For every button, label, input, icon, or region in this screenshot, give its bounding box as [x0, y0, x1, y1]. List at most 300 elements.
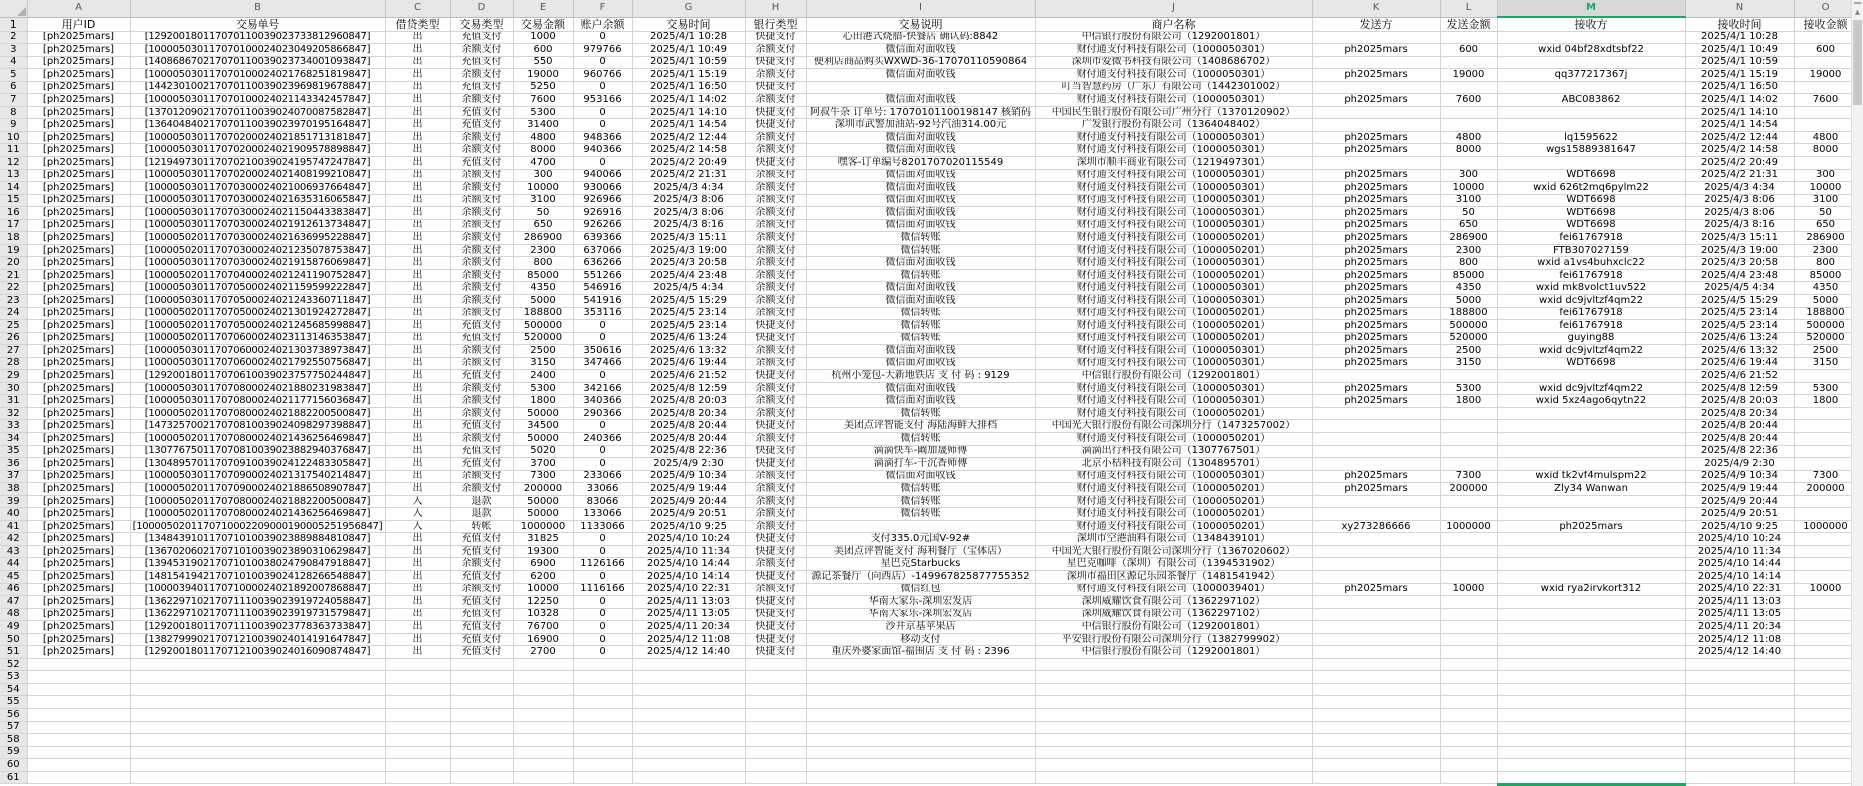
cell-D28[interactable]: 余额支付	[450, 357, 513, 370]
header-F[interactable]: 账户余额	[573, 17, 632, 31]
cell-B5[interactable]: [100005030117070100024021768251819847]	[130, 69, 385, 82]
cell-O42[interactable]	[1794, 533, 1857, 546]
cell-M42[interactable]	[1497, 533, 1685, 546]
row-number-17[interactable]: 17	[0, 219, 27, 232]
cell-G12[interactable]: 2025/4/2 20:49	[632, 156, 745, 169]
cell-L26[interactable]: 520000	[1440, 332, 1497, 345]
cell-C10[interactable]: 出	[385, 131, 450, 144]
cell-M31[interactable]: wxid 5xz4ago6qytn22	[1497, 395, 1685, 408]
cell-L31[interactable]: 1800	[1440, 395, 1497, 408]
cell-M24[interactable]: fei61767918	[1497, 307, 1685, 320]
cell-E51[interactable]: 2700	[513, 646, 573, 659]
header-M[interactable]: 接收方	[1497, 17, 1685, 31]
cell-J10[interactable]: 财付通支付科技有限公司（1000050301）	[1035, 131, 1312, 144]
cell-K39[interactable]	[1312, 495, 1440, 508]
cell-L25[interactable]: 500000	[1440, 320, 1497, 333]
cell-L29[interactable]	[1440, 370, 1497, 383]
cell-O50[interactable]	[1794, 633, 1857, 646]
cell-G49[interactable]: 2025/4/11 20:34	[632, 621, 745, 634]
cell-D31[interactable]: 余额支付	[450, 395, 513, 408]
cell-F18[interactable]: 639366	[573, 232, 632, 245]
cell-J29[interactable]: 中信银行股份有限公司（1292001801）	[1035, 370, 1312, 383]
row-number-7[interactable]: 7	[0, 94, 27, 107]
cell-C51[interactable]: 出	[385, 646, 450, 659]
cell-L37[interactable]: 7300	[1440, 470, 1497, 483]
cell-A18[interactable]: [ph2025mars]	[27, 232, 130, 245]
cell-G38[interactable]: 2025/4/9 19:44	[632, 483, 745, 496]
scrollbar-split-handle[interactable]	[1854, 2, 1861, 4]
cell-B13[interactable]: [100005030117070200024021408199210847]	[130, 169, 385, 182]
cell-H40[interactable]: 余额支付	[745, 508, 806, 521]
cell-B43[interactable]: [136702060217071010039023890310629847]	[130, 545, 385, 558]
cell-C40[interactable]: 入	[385, 508, 450, 521]
cell-F60[interactable]	[573, 759, 632, 772]
cell-D10[interactable]: 余额支付	[450, 131, 513, 144]
cell-F33[interactable]: 0	[573, 420, 632, 433]
cell-H6[interactable]: 快捷支付	[745, 81, 806, 94]
cell-E29[interactable]: 2400	[513, 370, 573, 383]
cell-M44[interactable]	[1497, 558, 1685, 571]
cell-K25[interactable]: ph2025mars	[1312, 320, 1440, 333]
cell-I51[interactable]: 重庆外婆家面馆-福围店 支 付 码 : 2396	[806, 646, 1035, 659]
cell-N36[interactable]: 2025/4/9 2:30	[1685, 458, 1794, 471]
cell-I35[interactable]: 滴滴快车-阚加晟师傅	[806, 445, 1035, 458]
cell-G57[interactable]	[632, 721, 745, 734]
cell-I16[interactable]: 微信面对面收钱	[806, 207, 1035, 220]
cell-E2[interactable]: 1000	[513, 31, 573, 44]
cell-I61[interactable]	[806, 771, 1035, 784]
cell-M12[interactable]	[1497, 156, 1685, 169]
cell-O7[interactable]: 7600	[1794, 94, 1857, 107]
row-number-15[interactable]: 15	[0, 194, 27, 207]
cell-N4[interactable]: 2025/4/1 10:59	[1685, 56, 1794, 69]
cell-C35[interactable]: 出	[385, 445, 450, 458]
cell-O60[interactable]	[1794, 759, 1857, 772]
cell-G8[interactable]: 2025/4/1 14:10	[632, 106, 745, 119]
cell-A56[interactable]	[27, 709, 130, 722]
row-number-23[interactable]: 23	[0, 294, 27, 307]
cell-M54[interactable]	[1497, 683, 1685, 696]
cell-J57[interactable]	[1035, 721, 1312, 734]
cell-M20[interactable]: wxid a1vs4buhxclc22	[1497, 257, 1685, 270]
cell-N16[interactable]: 2025/4/3 8:06	[1685, 207, 1794, 220]
cell-E58[interactable]	[513, 734, 573, 747]
row-number-47[interactable]: 47	[0, 596, 27, 609]
cell-D7[interactable]: 余额支付	[450, 94, 513, 107]
cell-H4[interactable]: 快捷支付	[745, 56, 806, 69]
cell-B42[interactable]: [134843910117071010039023889884810847]	[130, 533, 385, 546]
cell-E39[interactable]: 50000	[513, 495, 573, 508]
cell-A19[interactable]: [ph2025mars]	[27, 244, 130, 257]
cell-K20[interactable]: ph2025mars	[1312, 257, 1440, 270]
cell-N33[interactable]: 2025/4/8 20:44	[1685, 420, 1794, 433]
cell-C41[interactable]: 入	[385, 520, 450, 533]
cell-J13[interactable]: 财付通支付科技有限公司（1000050301）	[1035, 169, 1312, 182]
cell-A22[interactable]: [ph2025mars]	[27, 282, 130, 295]
cell-D45[interactable]: 充值支付	[450, 571, 513, 584]
header-B[interactable]: 交易单号	[130, 17, 385, 31]
cell-O31[interactable]: 1800	[1794, 395, 1857, 408]
cell-M36[interactable]	[1497, 458, 1685, 471]
cell-E11[interactable]: 8000	[513, 144, 573, 157]
cell-N3[interactable]: 2025/4/1 10:49	[1685, 44, 1794, 57]
cell-H60[interactable]	[745, 759, 806, 772]
cell-J43[interactable]: 中国光大银行股份有限公司深圳分行（1367020602）	[1035, 545, 1312, 558]
cell-M33[interactable]	[1497, 420, 1685, 433]
cell-H33[interactable]: 快捷支付	[745, 420, 806, 433]
cell-E40[interactable]: 50000	[513, 508, 573, 521]
cell-G25[interactable]: 2025/4/5 23:14	[632, 320, 745, 333]
cell-B33[interactable]: [147325700217070810039024098297398847]	[130, 420, 385, 433]
cell-N42[interactable]: 2025/4/10 10:24	[1685, 533, 1794, 546]
cell-H28[interactable]: 余额支付	[745, 357, 806, 370]
cell-J36[interactable]: 北京小桔科技有限公司（1304895701）	[1035, 458, 1312, 471]
cell-K26[interactable]: ph2025mars	[1312, 332, 1440, 345]
row-number-13[interactable]: 13	[0, 169, 27, 182]
cell-I13[interactable]: 微信面对面收钱	[806, 169, 1035, 182]
cell-I15[interactable]: 微信面对面收钱	[806, 194, 1035, 207]
cell-O25[interactable]: 500000	[1794, 320, 1857, 333]
cell-E37[interactable]: 7300	[513, 470, 573, 483]
cell-G60[interactable]	[632, 759, 745, 772]
cell-E46[interactable]: 10000	[513, 583, 573, 596]
cell-E59[interactable]	[513, 746, 573, 759]
cell-M40[interactable]	[1497, 508, 1685, 521]
cell-I12[interactable]: 嘿客-订单编号8201707020115549	[806, 156, 1035, 169]
cell-M2[interactable]	[1497, 31, 1685, 44]
cell-G16[interactable]: 2025/4/3 8:06	[632, 207, 745, 220]
cell-M50[interactable]	[1497, 633, 1685, 646]
cell-L43[interactable]	[1440, 545, 1497, 558]
cell-B58[interactable]	[130, 734, 385, 747]
cell-C32[interactable]: 出	[385, 407, 450, 420]
cell-K36[interactable]	[1312, 458, 1440, 471]
cell-C33[interactable]: 出	[385, 420, 450, 433]
cell-K37[interactable]: ph2025mars	[1312, 470, 1440, 483]
row-number-28[interactable]: 28	[0, 357, 27, 370]
cell-A32[interactable]: [ph2025mars]	[27, 407, 130, 420]
cell-A46[interactable]: [ph2025mars]	[27, 583, 130, 596]
cell-H43[interactable]: 快捷支付	[745, 545, 806, 558]
cell-H2[interactable]: 快捷支付	[745, 31, 806, 44]
cell-O41[interactable]: 1000000	[1794, 520, 1857, 533]
cell-I40[interactable]: 微信转账	[806, 508, 1035, 521]
cell-L14[interactable]: 10000	[1440, 182, 1497, 195]
column-letter-D[interactable]: D	[450, 0, 513, 17]
cell-K48[interactable]	[1312, 608, 1440, 621]
cell-I59[interactable]	[806, 746, 1035, 759]
cell-E35[interactable]: 5020	[513, 445, 573, 458]
cell-O9[interactable]	[1794, 119, 1857, 132]
cell-D49[interactable]: 充值支付	[450, 621, 513, 634]
cell-O12[interactable]	[1794, 156, 1857, 169]
cell-G13[interactable]: 2025/4/2 21:31	[632, 169, 745, 182]
cell-G4[interactable]: 2025/4/1 10:59	[632, 56, 745, 69]
cell-B60[interactable]	[130, 759, 385, 772]
cell-D56[interactable]	[450, 709, 513, 722]
cell-C30[interactable]: 出	[385, 382, 450, 395]
cell-A37[interactable]: [ph2025mars]	[27, 470, 130, 483]
cell-M35[interactable]	[1497, 445, 1685, 458]
row-number-26[interactable]: 26	[0, 332, 27, 345]
cell-D12[interactable]: 充值支付	[450, 156, 513, 169]
row-number-2[interactable]: 2	[0, 31, 27, 44]
cell-N34[interactable]: 2025/4/8 20:44	[1685, 433, 1794, 446]
cell-D17[interactable]: 余额支付	[450, 219, 513, 232]
cell-E7[interactable]: 7600	[513, 94, 573, 107]
cell-G23[interactable]: 2025/4/5 15:29	[632, 294, 745, 307]
cell-A4[interactable]: [ph2025mars]	[27, 56, 130, 69]
cell-E4[interactable]: 550	[513, 56, 573, 69]
cell-J6[interactable]: 叮当智慧药房（广东）有限公司（1442301002）	[1035, 81, 1312, 94]
cell-N12[interactable]: 2025/4/2 20:49	[1685, 156, 1794, 169]
cell-G10[interactable]: 2025/4/2 12:44	[632, 131, 745, 144]
cell-O32[interactable]	[1794, 407, 1857, 420]
cell-O4[interactable]	[1794, 56, 1857, 69]
cell-G17[interactable]: 2025/4/3 8:16	[632, 219, 745, 232]
cell-A43[interactable]: [ph2025mars]	[27, 545, 130, 558]
cell-L53[interactable]	[1440, 671, 1497, 684]
row-number-6[interactable]: 6	[0, 81, 27, 94]
cell-F38[interactable]: 33066	[573, 483, 632, 496]
cell-C11[interactable]: 出	[385, 144, 450, 157]
cell-H42[interactable]: 快捷支付	[745, 533, 806, 546]
cell-J32[interactable]: 财付通支付科技有限公司（1000050201）	[1035, 407, 1312, 420]
cell-N60[interactable]	[1685, 759, 1794, 772]
cell-F20[interactable]: 636266	[573, 257, 632, 270]
cell-G32[interactable]: 2025/4/8 20:34	[632, 407, 745, 420]
cell-G14[interactable]: 2025/4/3 4:34	[632, 182, 745, 195]
cell-B54[interactable]	[130, 683, 385, 696]
cell-O51[interactable]	[1794, 646, 1857, 659]
cell-C34[interactable]: 出	[385, 433, 450, 446]
cell-D35[interactable]: 充值支付	[450, 445, 513, 458]
cell-E26[interactable]: 520000	[513, 332, 573, 345]
cell-J61[interactable]	[1035, 771, 1312, 784]
cell-F56[interactable]	[573, 709, 632, 722]
cell-K10[interactable]: ph2025mars	[1312, 131, 1440, 144]
cell-L3[interactable]: 600	[1440, 44, 1497, 57]
cell-B3[interactable]: [100005030117070100024023049205866847]	[130, 44, 385, 57]
cell-A15[interactable]: [ph2025mars]	[27, 194, 130, 207]
cell-J5[interactable]: 财付通支付科技有限公司（1000050301）	[1035, 69, 1312, 82]
cell-E60[interactable]	[513, 759, 573, 772]
cell-D33[interactable]: 充值支付	[450, 420, 513, 433]
select-all-corner[interactable]	[0, 0, 27, 17]
row-number-8[interactable]: 8	[0, 106, 27, 119]
cell-J4[interactable]: 深圳市爱微书科技有限公司（1408686702）	[1035, 56, 1312, 69]
row-number-32[interactable]: 32	[0, 407, 27, 420]
cell-M19[interactable]: FTB307027159	[1497, 244, 1685, 257]
column-letter-K[interactable]: K	[1312, 0, 1440, 17]
cell-G54[interactable]	[632, 683, 745, 696]
cell-O26[interactable]: 520000	[1794, 332, 1857, 345]
cell-O37[interactable]: 7300	[1794, 470, 1857, 483]
cell-F30[interactable]: 342166	[573, 382, 632, 395]
row-number-21[interactable]: 21	[0, 269, 27, 282]
cell-J60[interactable]	[1035, 759, 1312, 772]
cell-D42[interactable]: 充值支付	[450, 533, 513, 546]
cell-I60[interactable]	[806, 759, 1035, 772]
cell-F23[interactable]: 541916	[573, 294, 632, 307]
cell-I23[interactable]: 微信面对面收钱	[806, 294, 1035, 307]
cell-E18[interactable]: 286900	[513, 232, 573, 245]
cell-A14[interactable]: [ph2025mars]	[27, 182, 130, 195]
cell-G40[interactable]: 2025/4/9 20:51	[632, 508, 745, 521]
cell-J39[interactable]: 财付通支付科技有限公司（1000050201）	[1035, 495, 1312, 508]
cell-H52[interactable]	[745, 658, 806, 671]
cell-G52[interactable]	[632, 658, 745, 671]
cell-D24[interactable]: 余额支付	[450, 307, 513, 320]
cell-O13[interactable]: 300	[1794, 169, 1857, 182]
cell-M53[interactable]	[1497, 671, 1685, 684]
cell-E61[interactable]	[513, 771, 573, 784]
cell-A8[interactable]: [ph2025mars]	[27, 106, 130, 119]
cell-K51[interactable]	[1312, 646, 1440, 659]
cell-J7[interactable]: 财付通支付科技有限公司（1000050301）	[1035, 94, 1312, 107]
cell-M22[interactable]: wxid mk8volct1uv522	[1497, 282, 1685, 295]
cell-A23[interactable]: [ph2025mars]	[27, 294, 130, 307]
cell-F16[interactable]: 926916	[573, 207, 632, 220]
cell-H19[interactable]: 余额支付	[745, 244, 806, 257]
cell-B31[interactable]: [100005030117070800024021177156036847]	[130, 395, 385, 408]
cell-M8[interactable]	[1497, 106, 1685, 119]
cell-K33[interactable]	[1312, 420, 1440, 433]
cell-F53[interactable]	[573, 671, 632, 684]
cell-K54[interactable]	[1312, 683, 1440, 696]
cell-K60[interactable]	[1312, 759, 1440, 772]
cell-L61[interactable]	[1440, 771, 1497, 784]
cell-A16[interactable]: [ph2025mars]	[27, 207, 130, 220]
cell-F19[interactable]: 637066	[573, 244, 632, 257]
row-number-25[interactable]: 25	[0, 320, 27, 333]
cell-E52[interactable]	[513, 658, 573, 671]
cell-N41[interactable]: 2025/4/10 9:25	[1685, 520, 1794, 533]
cell-G18[interactable]: 2025/4/3 15:11	[632, 232, 745, 245]
cell-N45[interactable]: 2025/4/10 14:14	[1685, 571, 1794, 584]
row-number-35[interactable]: 35	[0, 445, 27, 458]
cell-N7[interactable]: 2025/4/1 14:02	[1685, 94, 1794, 107]
cell-C54[interactable]	[385, 683, 450, 696]
cell-C52[interactable]	[385, 658, 450, 671]
cell-J56[interactable]	[1035, 709, 1312, 722]
cell-B15[interactable]: [100005030117070300024021635316065847]	[130, 194, 385, 207]
cell-A61[interactable]	[27, 771, 130, 784]
cell-E43[interactable]: 19300	[513, 545, 573, 558]
cell-J46[interactable]: 财付通支付科技有限公司（1000039401）	[1035, 583, 1312, 596]
cell-H39[interactable]: 余额支付	[745, 495, 806, 508]
cell-D50[interactable]: 充值支付	[450, 633, 513, 646]
cell-M37[interactable]: wxid tk2vf4mulspm22	[1497, 470, 1685, 483]
header-O[interactable]: 接收金额	[1794, 17, 1857, 31]
cell-B26[interactable]: [100005020117070600024023113146353847]	[130, 332, 385, 345]
cell-K32[interactable]	[1312, 407, 1440, 420]
cell-N40[interactable]: 2025/4/9 20:51	[1685, 508, 1794, 521]
cell-D55[interactable]	[450, 696, 513, 709]
cell-O44[interactable]	[1794, 558, 1857, 571]
cell-I34[interactable]: 微信转账	[806, 433, 1035, 446]
cell-F59[interactable]	[573, 746, 632, 759]
cell-D53[interactable]	[450, 671, 513, 684]
cell-A24[interactable]: [ph2025mars]	[27, 307, 130, 320]
cell-N19[interactable]: 2025/4/3 19:00	[1685, 244, 1794, 257]
cell-L34[interactable]	[1440, 433, 1497, 446]
cell-E36[interactable]: 3700	[513, 458, 573, 471]
cell-M23[interactable]: wxid dc9jvltzf4qm22	[1497, 294, 1685, 307]
cell-J28[interactable]: 财付通支付科技有限公司（1000050301）	[1035, 357, 1312, 370]
cell-E44[interactable]: 6900	[513, 558, 573, 571]
row-number-44[interactable]: 44	[0, 558, 27, 571]
cell-J50[interactable]: 平安银行股份有限公司深圳分行（1382799902）	[1035, 633, 1312, 646]
cell-J19[interactable]: 财付通支付科技有限公司（1000050201）	[1035, 244, 1312, 257]
cell-K14[interactable]: ph2025mars	[1312, 182, 1440, 195]
cell-I3[interactable]: 微信面对面收钱	[806, 44, 1035, 57]
row-number-5[interactable]: 5	[0, 69, 27, 82]
cell-L54[interactable]	[1440, 683, 1497, 696]
cell-I14[interactable]: 微信面对面收钱	[806, 182, 1035, 195]
cell-D22[interactable]: 余额支付	[450, 282, 513, 295]
column-letter-J[interactable]: J	[1035, 0, 1312, 17]
cell-B32[interactable]: [100005020117070800024021882200500847]	[130, 407, 385, 420]
cell-D27[interactable]: 余额支付	[450, 345, 513, 358]
cell-G51[interactable]: 2025/4/12 14:40	[632, 646, 745, 659]
cell-F2[interactable]: 0	[573, 31, 632, 44]
cell-B6[interactable]: [144230100217070110039023969819678847]	[130, 81, 385, 94]
cell-G46[interactable]: 2025/4/10 22:31	[632, 583, 745, 596]
cell-C24[interactable]: 出	[385, 307, 450, 320]
cell-E3[interactable]: 600	[513, 44, 573, 57]
cell-B36[interactable]: [130489570117070910039024122483305847]	[130, 458, 385, 471]
cell-B51[interactable]: [129200180117071210039024016090874847]	[130, 646, 385, 659]
cell-D5[interactable]: 余额支付	[450, 69, 513, 82]
cell-O54[interactable]	[1794, 683, 1857, 696]
cell-K55[interactable]	[1312, 696, 1440, 709]
cell-E54[interactable]	[513, 683, 573, 696]
cell-A2[interactable]: [ph2025mars]	[27, 31, 130, 44]
cell-N2[interactable]: 2025/4/1 10:28	[1685, 31, 1794, 44]
cell-M45[interactable]	[1497, 571, 1685, 584]
row-number-1[interactable]: 1	[0, 17, 27, 31]
cell-N55[interactable]	[1685, 696, 1794, 709]
cell-B48[interactable]: [136229710217071110039023919731579847]	[130, 608, 385, 621]
cell-N51[interactable]: 2025/4/12 14:40	[1685, 646, 1794, 659]
cell-O11[interactable]: 8000	[1794, 144, 1857, 157]
cell-L24[interactable]: 188800	[1440, 307, 1497, 320]
column-letter-L[interactable]: L	[1440, 0, 1497, 17]
cell-K5[interactable]: ph2025mars	[1312, 69, 1440, 82]
cell-C3[interactable]: 出	[385, 44, 450, 57]
row-number-41[interactable]: 41	[0, 520, 27, 533]
cell-E53[interactable]	[513, 671, 573, 684]
cell-N61[interactable]	[1685, 771, 1794, 784]
cell-F28[interactable]: 347466	[573, 357, 632, 370]
cell-C56[interactable]	[385, 709, 450, 722]
cell-D41[interactable]: 转帐	[450, 520, 513, 533]
cell-O6[interactable]	[1794, 81, 1857, 94]
cell-N24[interactable]: 2025/4/5 23:14	[1685, 307, 1794, 320]
cell-A40[interactable]: [ph2025mars]	[27, 508, 130, 521]
cell-O45[interactable]	[1794, 571, 1857, 584]
cell-K40[interactable]	[1312, 508, 1440, 521]
cell-C53[interactable]	[385, 671, 450, 684]
cell-J25[interactable]: 财付通支付科技有限公司（1000050201）	[1035, 320, 1312, 333]
cell-N48[interactable]: 2025/4/11 13:05	[1685, 608, 1794, 621]
cell-I25[interactable]: 微信转账	[806, 320, 1035, 333]
cell-G24[interactable]: 2025/4/5 23:14	[632, 307, 745, 320]
cell-M26[interactable]: guying88	[1497, 332, 1685, 345]
cell-G5[interactable]: 2025/4/1 15:19	[632, 69, 745, 82]
cell-O5[interactable]: 19000	[1794, 69, 1857, 82]
